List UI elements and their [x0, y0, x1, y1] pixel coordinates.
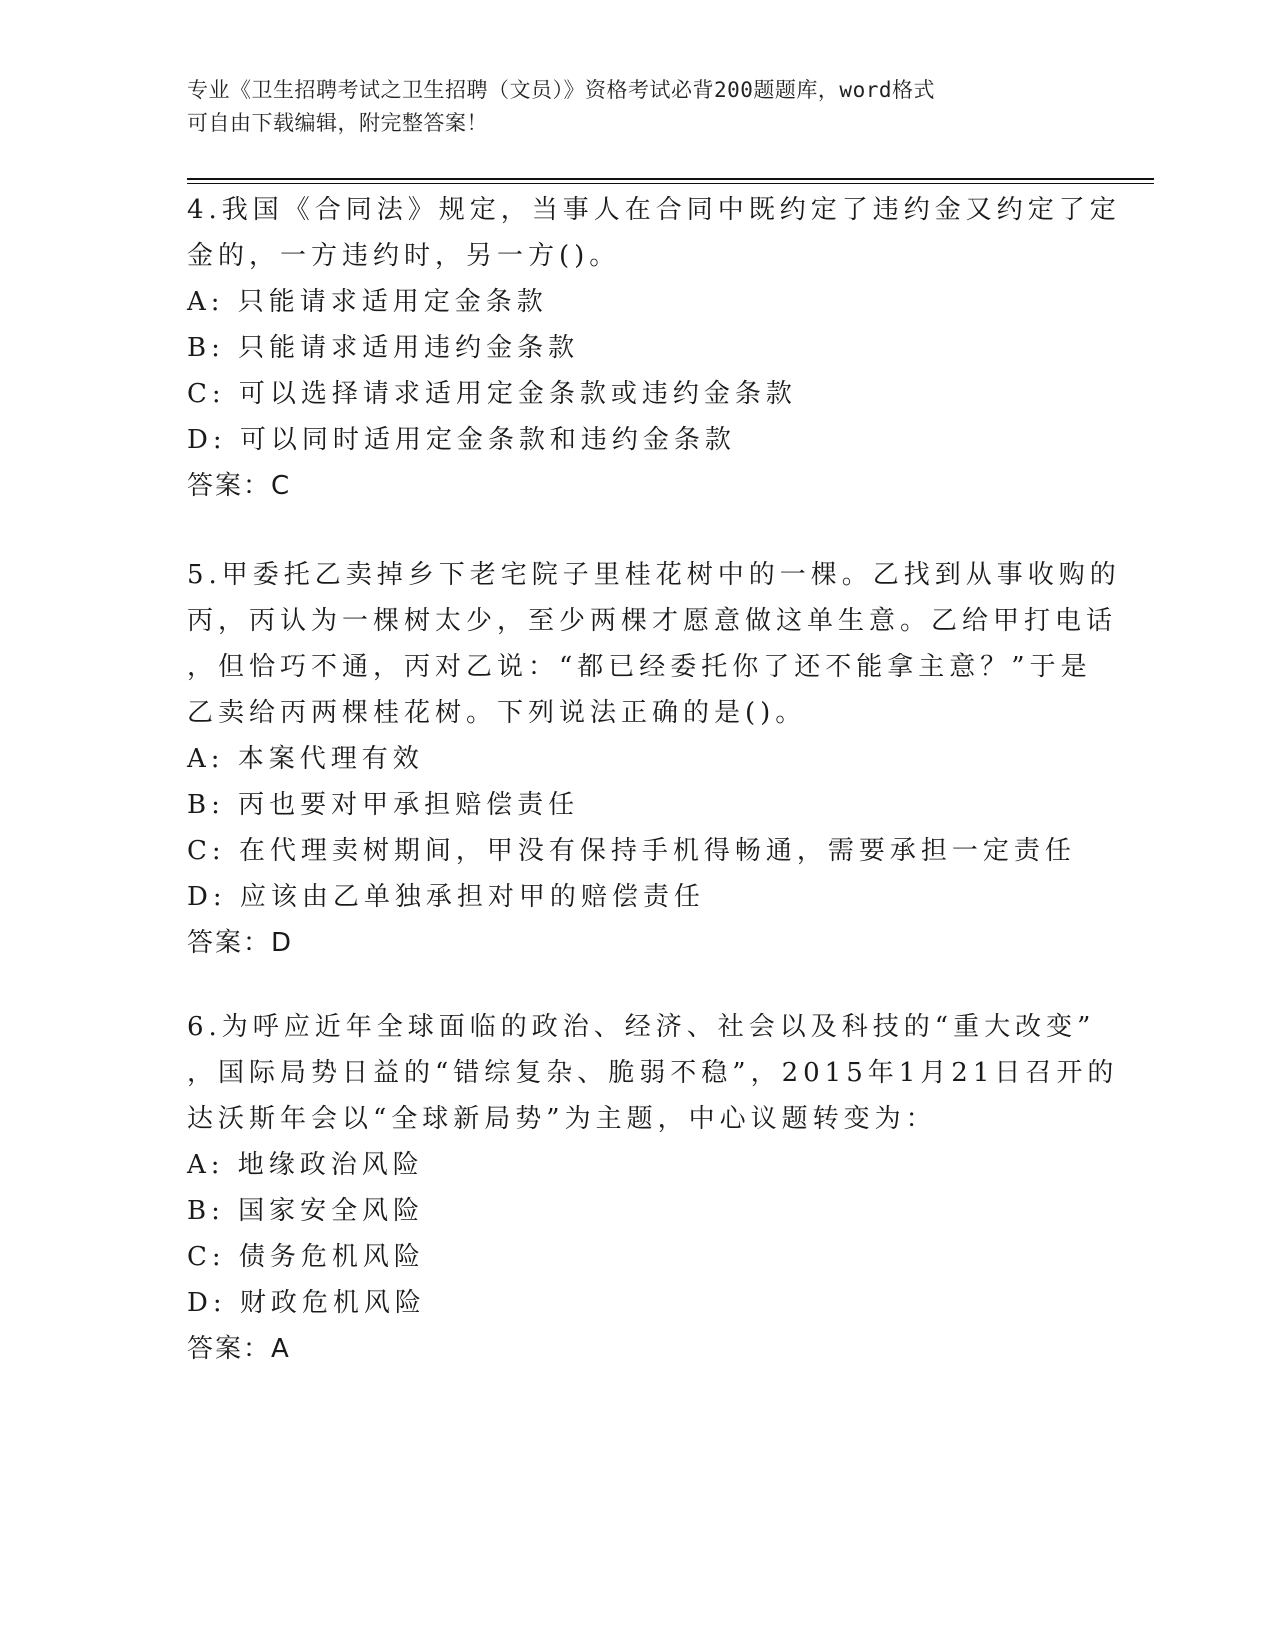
option-a: A: 本案代理有效 [187, 744, 424, 774]
question-stem [187, 187, 1121, 279]
option-d: D: 可以同时适用定金条款和违约金条款 [187, 425, 736, 455]
stem-line: ，国际局势日益的“错综复杂、脆弱不稳”，2015年1月21日召开的 [187, 1058, 1119, 1088]
question-stem [187, 552, 1121, 736]
option-d: D: 应该由乙单独承担对甲的赔偿责任 [187, 882, 705, 912]
answer-line: 答案：C [187, 471, 292, 501]
header-line-2: 可自由下载编辑，附完整答案！ [187, 111, 488, 135]
answer-line: 答案：D [187, 928, 294, 958]
question-4 [187, 187, 1121, 509]
header-divider-thin [187, 183, 1154, 184]
stem-line: 乙卖给丙两棵桂花树。下列说法正确的是()。 [187, 698, 807, 728]
option-c: C: 债务危机风险 [187, 1242, 425, 1272]
document-header [187, 74, 1067, 140]
option-c: C: 在代理卖树期间，甲没有保持手机得畅通，需要承担一定责任 [187, 836, 1076, 866]
stem-line: ，但恰巧不通，丙对乙说：“都已经委托你了还不能拿主意？”于是 [187, 652, 1092, 682]
option-b: B: 国家安全风险 [187, 1196, 425, 1226]
stem-line: 丙，丙认为一棵树太少，至少两棵才愿意做这单生意。乙给甲打电话 [187, 606, 1118, 636]
stem-line: 4.我国《合同法》规定，当事人在合同中既约定了违约金又约定了定 [187, 195, 1121, 225]
stem-line: 达沃斯年会以“全球新局势”为主题，中心议题转变为： [187, 1104, 937, 1134]
stem-line: 5.甲委托乙卖掉乡下老宅院子里桂花树中的一棵。乙找到从事收购的 [187, 560, 1121, 590]
stem-line: 金的，一方违约时，另一方()。 [187, 241, 621, 271]
option-c: C: 可以选择请求适用定金条款或违约金条款 [187, 379, 797, 409]
option-b: B: 只能请求适用违约金条款 [187, 333, 580, 363]
header-line-1: 专业《卫生招聘考试之卫生招聘（文员）》资格考试必背200题题库，word格式 [187, 78, 935, 102]
option-a: A: 只能请求适用定金条款 [187, 287, 548, 317]
question-6 [187, 1004, 1119, 1372]
stem-line: 6.为呼应近年全球面临的政治、经济、社会以及科技的“重大改变” [187, 1012, 1096, 1042]
question-5 [187, 552, 1121, 966]
option-d: D: 财政危机风险 [187, 1288, 426, 1318]
answer-line: 答案：A [187, 1334, 291, 1364]
option-a: A: 地缘政治风险 [187, 1150, 424, 1180]
option-b: B: 丙也要对甲承担赔偿责任 [187, 790, 580, 820]
header-divider-thick [187, 178, 1154, 180]
question-stem [187, 1004, 1119, 1142]
